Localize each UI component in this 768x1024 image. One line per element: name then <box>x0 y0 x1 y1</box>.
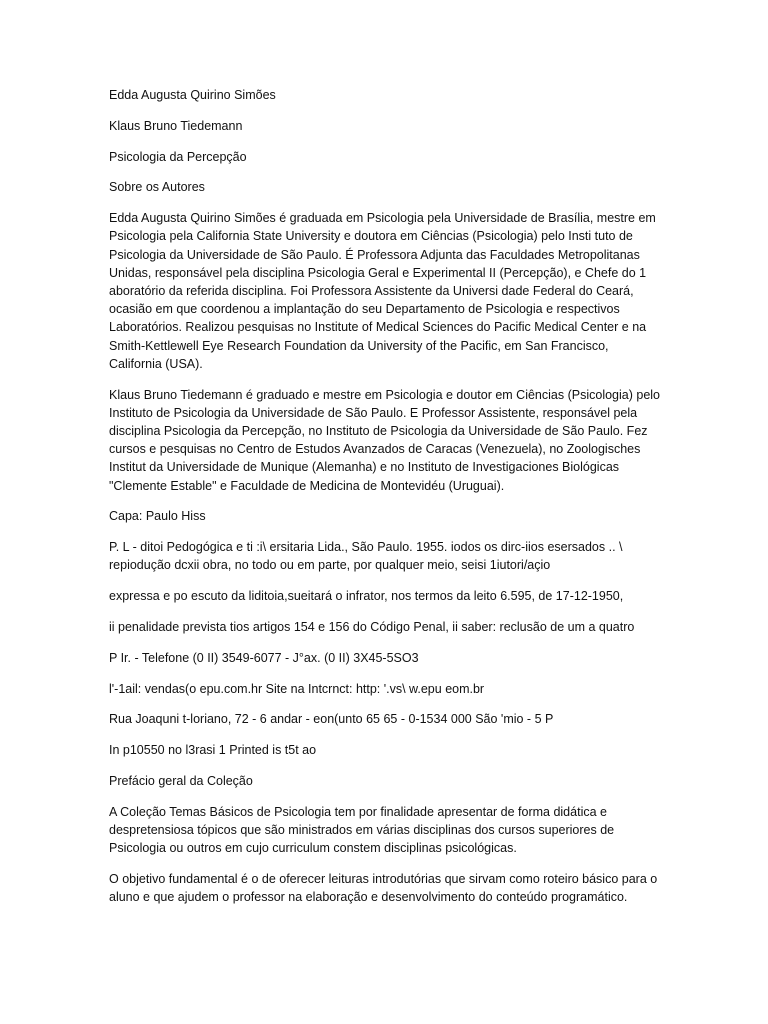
author-1: Edda Augusta Quirino Simões <box>109 88 276 102</box>
book-title: Psicologia da Percepção <box>109 149 247 164</box>
address-line: Rua Joaquni t-loriano, 72 - 6 andar - eon(unto 65 65 - 0-1534 000 São 'mio - 5 P <box>109 712 554 727</box>
rights-line-3: ii penalidade prevista tios artigos 154 e 156 do Código Penal, ii saber: reclusão de um a quatro <box>109 620 635 635</box>
cover-credit: Capa: Paulo Hiss <box>109 509 206 524</box>
bio-paragraph-2: Klaus Bruno Tiedemann é graduado e mestre em Psicologia e doutor em Ciências (Psicologia) pelo Instituto de Psicologia da Universidade de São Paulo. E Professor Assistente, responsável pela disciplina Psicologia da Percepção, no Instituto de Psicologia da Universidade de São Paulo. Fez cursos e pesquisas no Centro de Estudos Avanzados de Caracas (Venezuela), no Zoologisches Institut da Universidade de Munique (Alemanha) e no Instituto de Investigaciones Biológicas "Clemente Estable" e Faculdade de Medicina de Montevidéu (Uruguai). <box>109 387 660 493</box>
printed-line: In p10550 no l3rasi 1 Printed is t5t ao <box>109 743 317 758</box>
preface-heading: Prefácio geral da Coleção <box>109 774 253 788</box>
contact-email: l'-1ail: vendas(o epu.com.hr Site na Intcrnct: http: '.vs\ w.epu eom.br <box>109 681 485 696</box>
document-page <box>109 86 661 919</box>
rights-line-1: P. L - ditoi Pedogógica e ti :i\ ersitaria Lida., São Paulo. 1955. iodos os dirc-iios esersados .. \ repiodução dcxii obra, no todo ou em parte, por qualquer meio, seisi 1iutori/açio <box>109 540 623 573</box>
preface-paragraph-1: A Coleção Temas Básicos de Psicologia tem por finalidade apresentar de forma didática e despretensiosa tópicos que são ministrados em várias disciplinas dos cursos superiores de Psicologia ou outros em cujo curriculum constem disciplinas psicológicas. <box>109 804 615 856</box>
preface-paragraph-2: O objetivo fundamental é o de oferecer leituras introdutórias que sirvam como roteiro básico para o aluno e que ajudem o professor na elaboração e desenvolvimento do conteúdo programático. <box>109 872 658 905</box>
contact-phone: P Ir. - Telefone (0 II) 3549-6077 - J°ax. (0 II) 3X45-5SO3 <box>109 650 419 665</box>
rights-line-2: expressa e po escuto da liditoia,sueitará o infrator, nos termos da leito 6.595, de 17-12-1950, <box>109 589 624 604</box>
bio-paragraph-1: Edda Augusta Quirino Simões é graduada em Psicologia pela Universidade de Brasília, mestre em Psicologia pela California State University e doutora em Ciências (Psicologia) pelo Insti tuto de Psicologia da Universidade de São Paulo. É Professora Adjunta das Faculdades Metropolitanas Unidas, responsável pela disciplina Psicologia Geral e Experimental II (Percepção), e Chefe do 1 aboratório da referida disciplina. Foi Professora Assistente da Universi dade Federal do Ceará, ocasião em que coordenou a implantação do seu Departamento de Psicologia e respectivos Laboratórios. Realizou pesquisas no Institute of Medical Sciences do Pacific Medical Center e na Smith-Kettlewell Eye Research Foundation da University of the Pacific, em San Francisco, California (USA). <box>109 211 656 371</box>
about-heading: Sobre os Autores <box>109 180 205 195</box>
author-2: Klaus Bruno Tiedemann <box>109 118 243 133</box>
